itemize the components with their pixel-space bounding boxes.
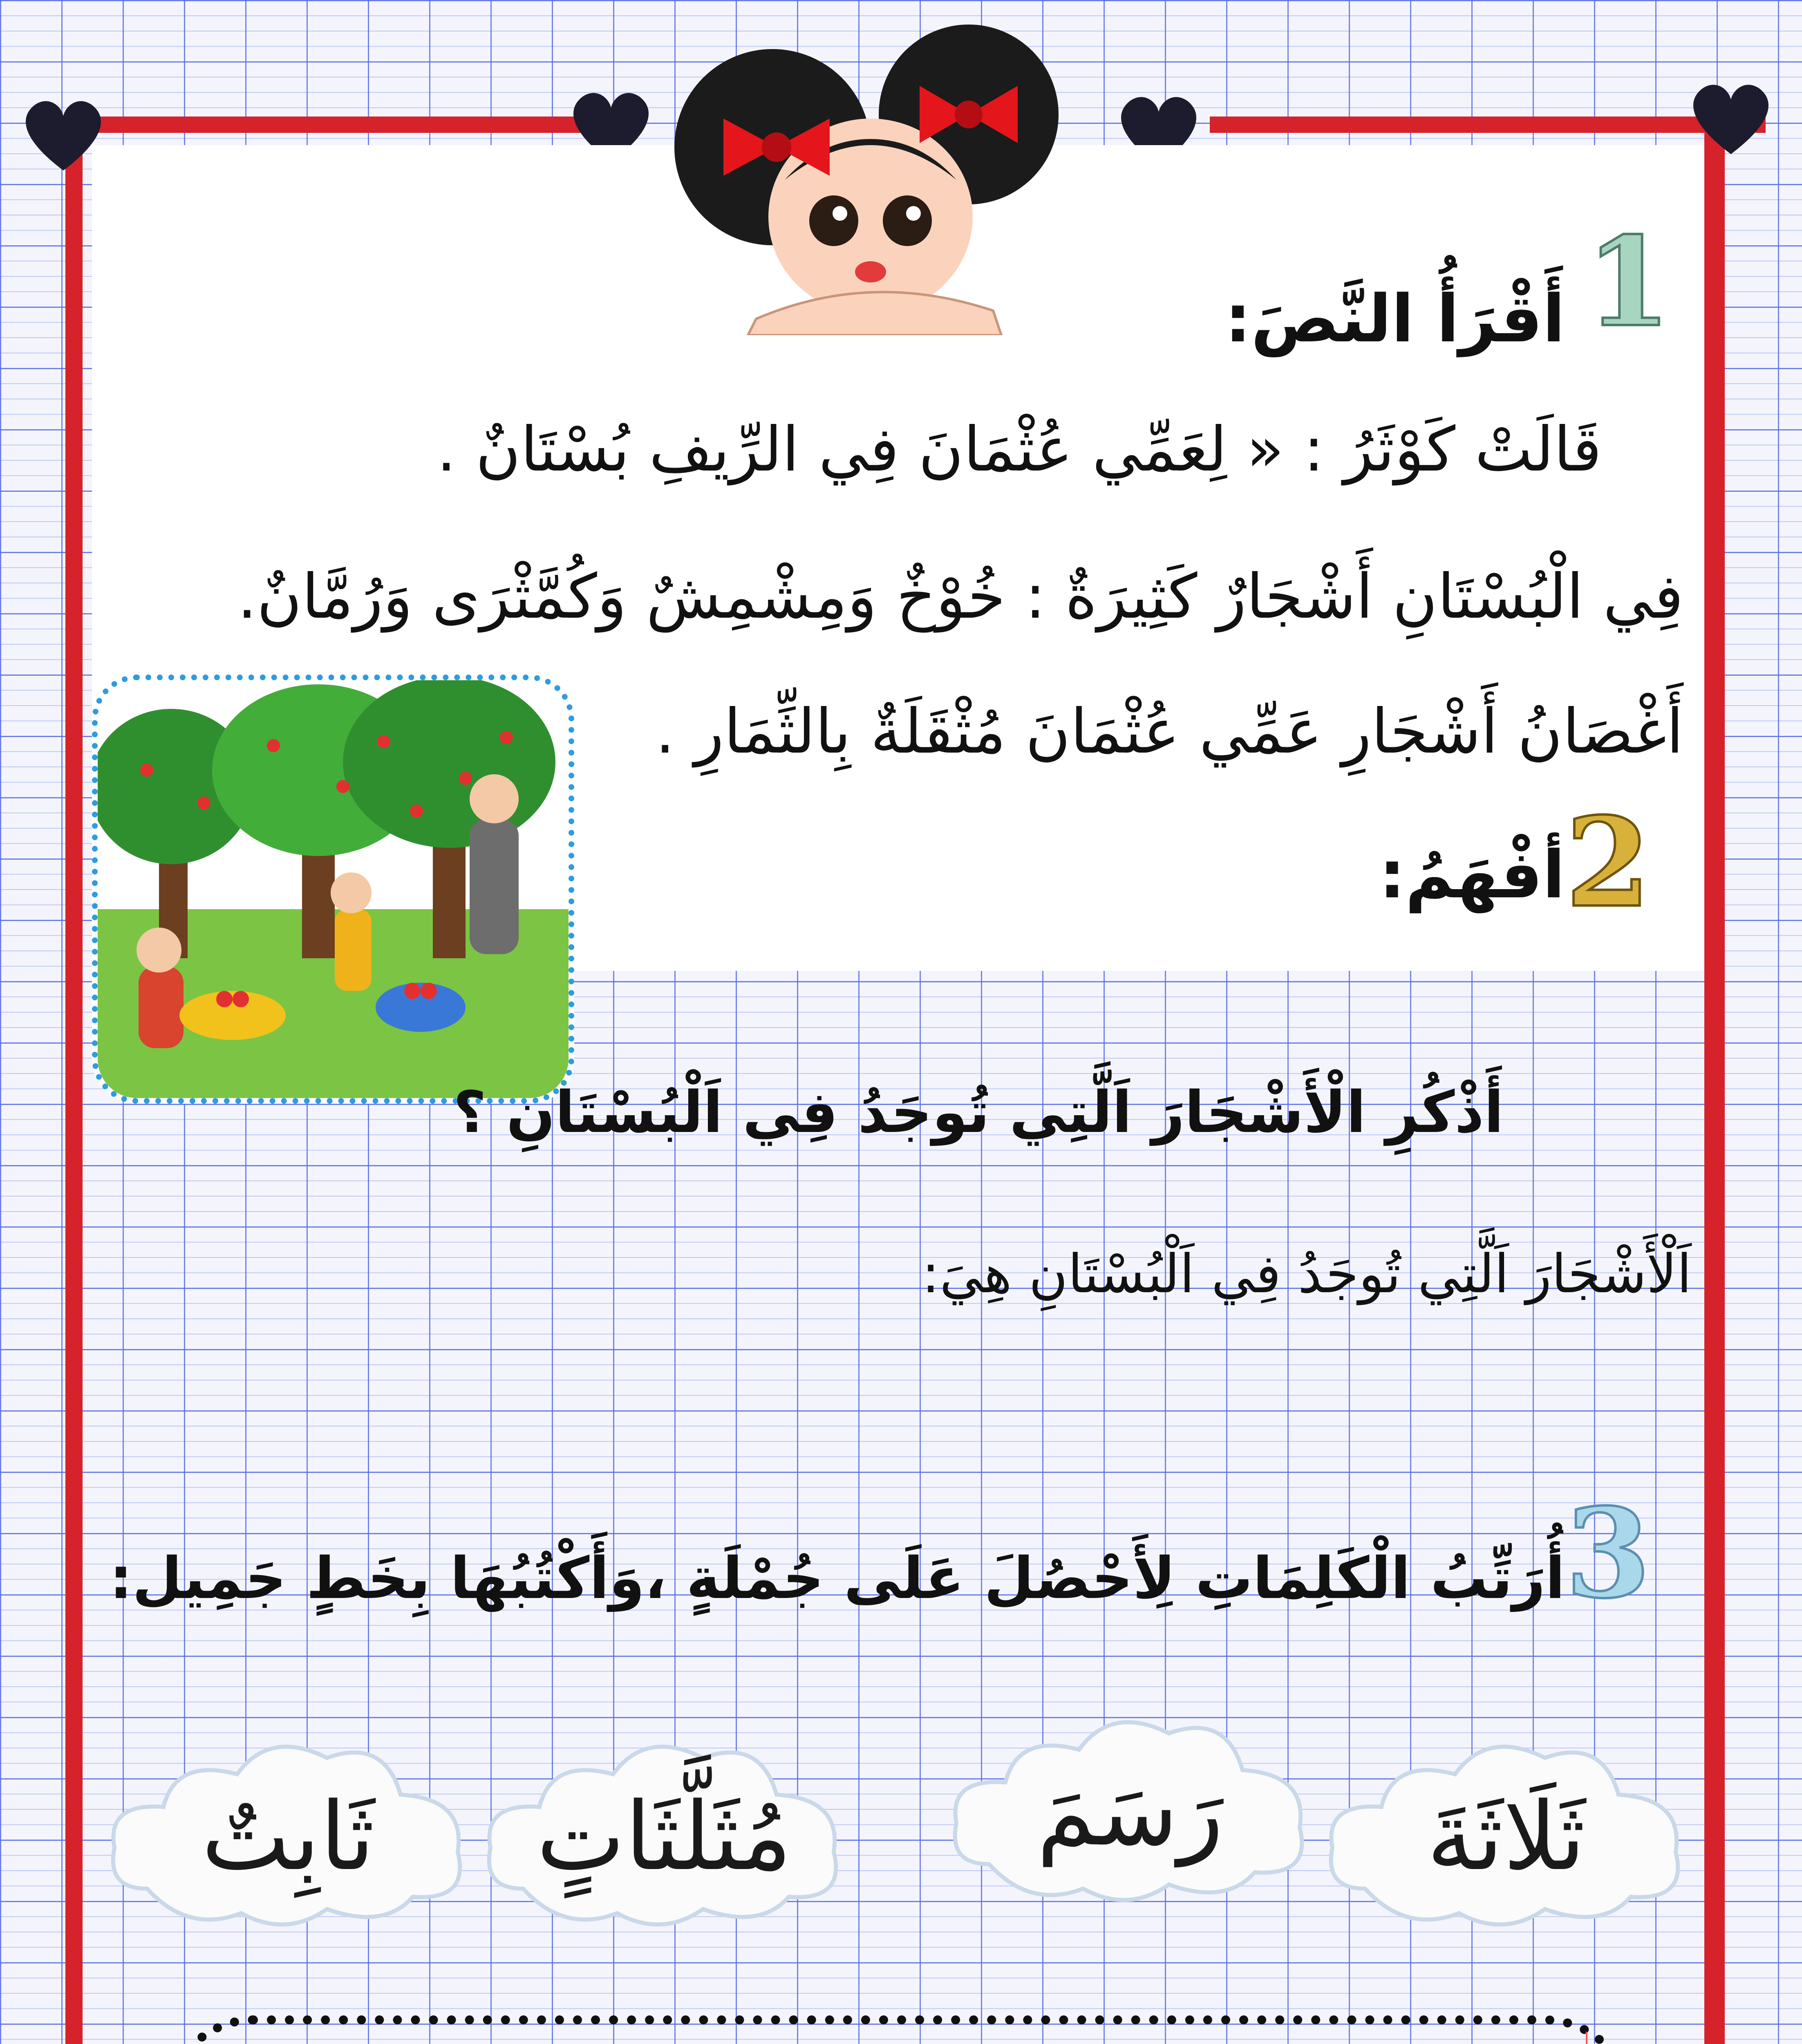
orchard-picture bbox=[92, 675, 574, 1104]
word-card: مُثَلَّثَاتٍ bbox=[536, 1782, 792, 1892]
word-cloud-3[interactable] bbox=[474, 1713, 854, 1942]
reading-line-2: فِي الْبُسْتَانِ أَشْجَارٌ كَثِيرَةٌ : خُوْخٌ وَمِشْمِشٌ وَكُمَّثْرَى وَرُمَّانٌ. bbox=[237, 561, 1683, 632]
section-3-number: 3 bbox=[1565, 1481, 1651, 1625]
frame-left bbox=[65, 123, 83, 2044]
word-cloud-1[interactable] bbox=[1316, 1713, 1696, 1942]
answer-box-margin-line bbox=[1586, 2032, 1587, 2044]
reading-line-3: أَغْصَانُ أَشْجَارِ عَمِّي عُثْمَانَ مُثْقَلَةٌ بِالثِّمَارِ . bbox=[655, 696, 1683, 767]
word-card: رَسَمَ bbox=[1036, 1758, 1224, 1867]
girl-mascot-illustration bbox=[674, 25, 1075, 335]
reading-line-1: قَالَتْ كَوْثَرُ : « لِعَمِّي عُثْمَانَ فِي الرِّيفِ بُسْتَانٌ . bbox=[437, 414, 1602, 485]
word-cloud-2[interactable] bbox=[940, 1688, 1320, 1917]
rearrange-instruction: أُرَتِّبُ الْكَلِمَاتِ لِأَحْصُلَ عَلَى جُمْلَةٍ ،وَأَكْتُبُهَا بِخَطٍ جَمِيل: bbox=[109, 1545, 1565, 1612]
word-cloud-4[interactable] bbox=[98, 1713, 478, 1942]
sentence-answer-box[interactable] bbox=[163, 2015, 1635, 2044]
answer-prompt: اَلْأَشْجَارَ اَلَّتِي تُوجَدُ فِي اَلْبُسْتَانِ هِيَ: bbox=[922, 1243, 1692, 1305]
section-1-number: 1 bbox=[1586, 210, 1671, 354]
orchard-illustration bbox=[98, 680, 572, 1101]
section-2-heading: أفْهَمُ: bbox=[1379, 836, 1565, 913]
section-1-heading: أَقْرَأُ النَّصَ: bbox=[1224, 280, 1565, 357]
comprehension-question: أَذْكُرِ الْأَشْجَارَ اَلَّتِي تُوجَدُ فِي اَلْبُسْتَانِ ؟ bbox=[453, 1079, 1504, 1146]
frame-top-right bbox=[1210, 117, 1766, 133]
word-card: ثَلَاثَةَ bbox=[1426, 1782, 1586, 1892]
section-2-number: 2 bbox=[1565, 790, 1651, 935]
frame-right bbox=[1704, 123, 1725, 2044]
word-card: ثَابِتٌ bbox=[201, 1782, 375, 1892]
frame-top-left bbox=[61, 117, 642, 133]
